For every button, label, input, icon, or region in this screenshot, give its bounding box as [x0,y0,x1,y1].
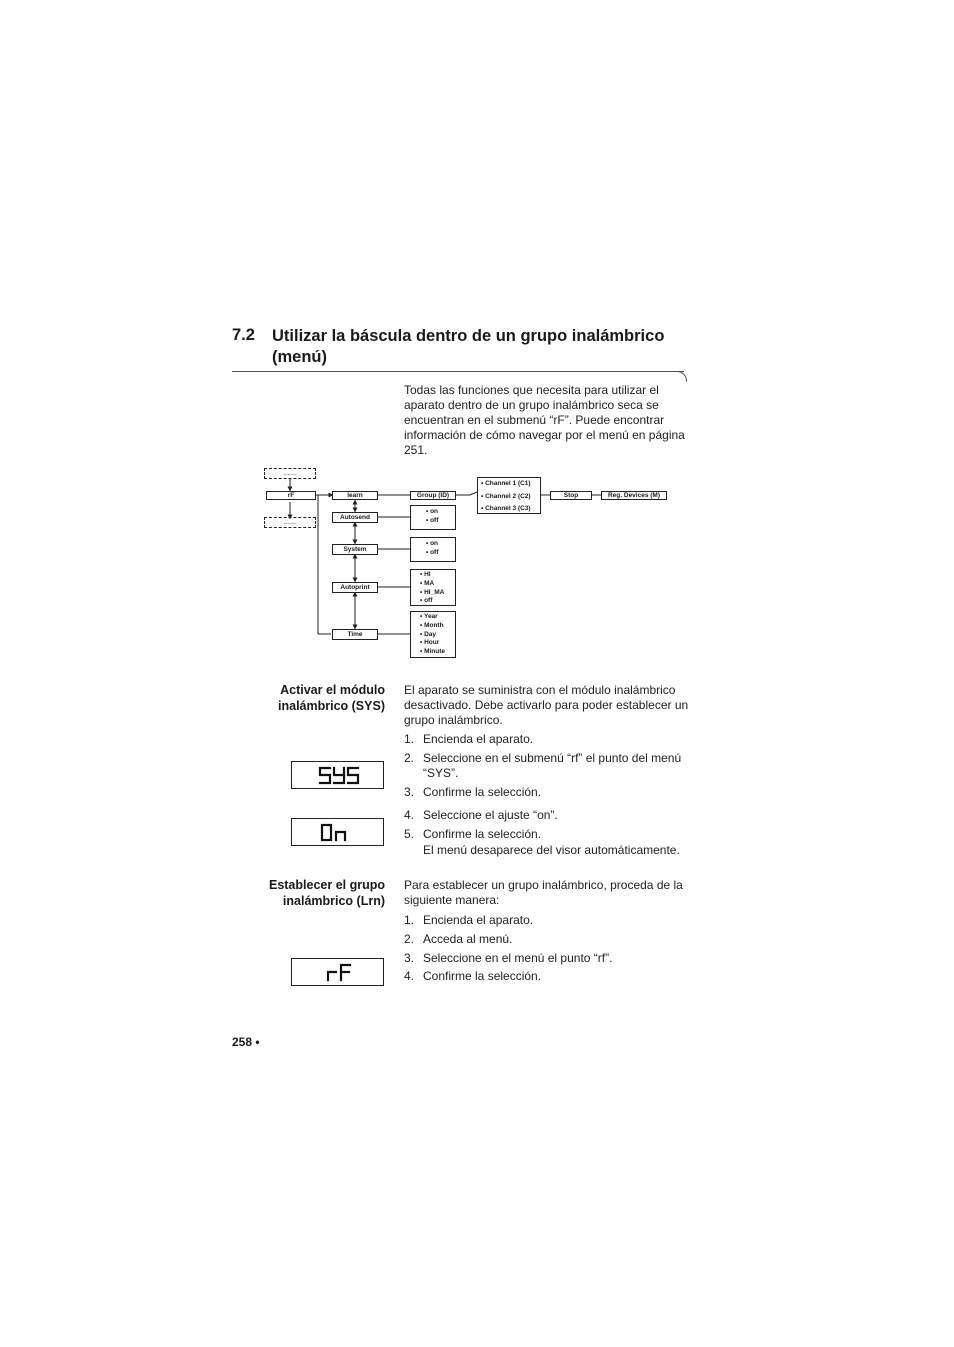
menu-node-autoprint: Autoprint [332,582,378,593]
lcd-segments-on [292,819,385,847]
section1-title: Activar el módulo inalámbrico (SYS) [278,683,385,713]
menu-node-stop: Stop [550,491,592,500]
system-options [410,537,456,562]
section2-step-3: 3. Seleccione en el menú el punto “rf”. [404,951,613,965]
option-hi-ma: • HI_MA [420,588,445,596]
section2-title: Establecer el grupo inalámbrico (Lrn) [268,878,385,908]
lcd-display-sys [291,761,384,789]
option-minute: • Minute [420,648,446,656]
option-month: • Month [420,621,444,629]
option-off: • off [426,516,439,524]
diagram-dashed-box-top: ....... [264,468,316,479]
section2-step-4: 4. Confirme la selección. [404,969,542,983]
lcd-display-on [291,818,384,846]
menu-node-time: Time [332,629,378,640]
menu-node-rf: rF [266,491,316,500]
section1-step-4: 4. Seleccione el ajuste “on”. [404,808,558,822]
autosend-options [410,505,456,530]
section1-intro: El aparato se suministra con el módulo inalámbrico desactivado. Debe activarlo para poder establecer un grupo inalámbrico. [404,683,689,727]
time-options [410,611,456,658]
lcd-segments-sys [292,762,385,790]
section1-step-5: 5. Confirme la selección. [404,827,542,841]
menu-node-autosend: Autosend [332,512,378,523]
menu-node-reg-devices: Reg. Devices (M) [601,491,667,500]
lcd-segments-rf [292,959,385,987]
option-year: • Year [420,613,438,620]
section1-step-3: 3. Confirme la selección. [404,785,542,799]
diagram-dashed-box-bottom: ....... [264,517,316,528]
menu-node-system: System [332,544,378,555]
page-number: 258 • [232,1035,260,1049]
channels-box [477,477,541,514]
section1-step-1: 1. Encienda el aparato. [404,732,534,746]
option-on: • on [426,540,439,547]
section2-step-1: 1. Encienda el aparato. [404,913,534,927]
autoprint-options [410,569,456,606]
section-title: Utilizar la báscula dentro de un grupo inalámbrico (menú) [272,327,665,366]
section1-note: El menú desaparece del visor automáticamente. [423,843,680,857]
intro-paragraph: Todas las funciones que necesita para utilizar el aparato dentro de un grupo inalámbrico seca se encuentran en el submenú “rF”. Puede encontrar información de cómo navegar por el menú en página 251. [404,383,685,457]
channel-1: • Channel 1 (C1) [481,480,531,487]
channel-3: • Channel 3 (C3) [481,505,531,512]
menu-node-learn: learn [332,491,378,500]
option-on: • on [426,508,439,515]
option-hi: • HI [420,571,431,578]
option-hour: • Hour [420,639,440,647]
section1-step-2: 2. Seleccione en el submenú “rf” el punto del menú “SYS”. [404,751,682,780]
option-ma: • MA [420,579,435,587]
lcd-display-rf [291,958,384,986]
section-number: 7.2 [232,326,255,344]
option-off: • off [420,597,433,605]
menu-node-group: Group (ID) [410,491,456,500]
option-day: • Day [420,630,437,638]
section2-step-2: 2. Acceda al menú. [404,932,513,946]
channel-2: • Channel 2 (C2) [481,492,531,500]
option-off: • off [426,548,439,556]
section2-intro: Para establecer un grupo inalámbrico, proceda de la siguiente manera: [404,878,683,907]
